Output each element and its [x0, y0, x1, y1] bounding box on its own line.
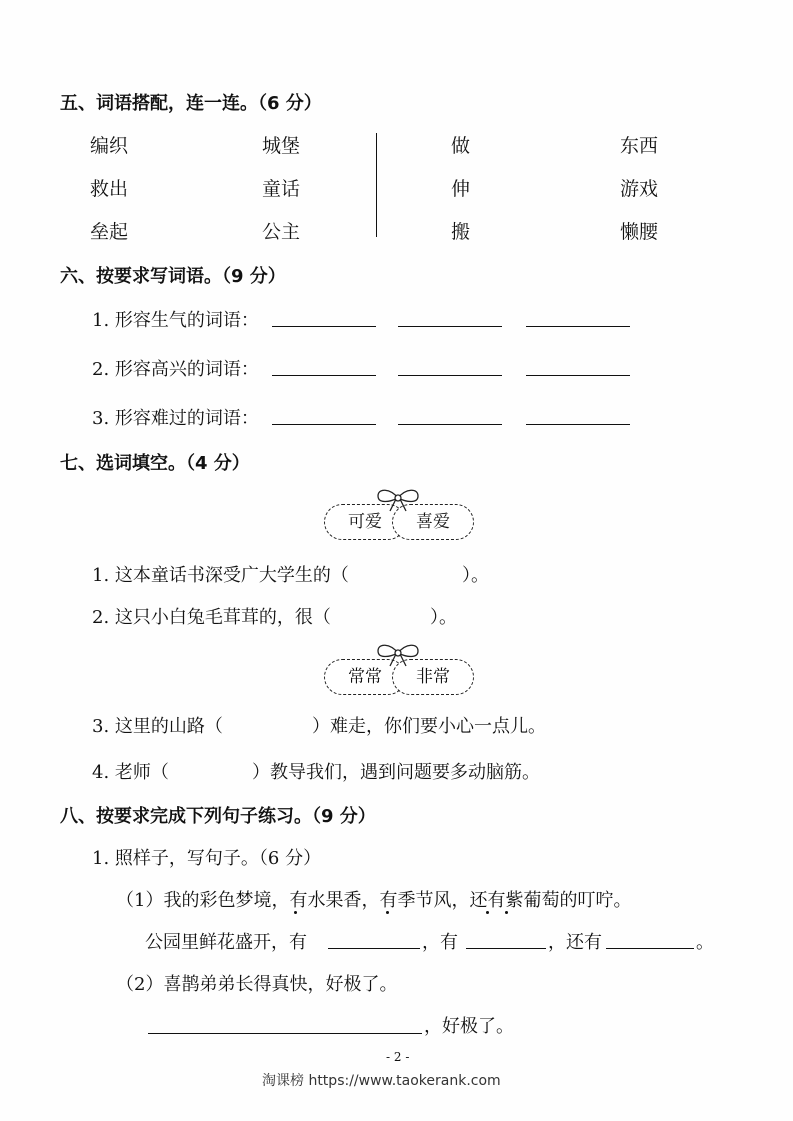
answer-blank[interactable] — [328, 948, 420, 949]
question-text: 2. 这只小白兔毛茸茸的，很（ — [92, 607, 331, 628]
answer-blank[interactable] — [398, 375, 502, 376]
question-text: ）。 — [462, 565, 489, 586]
answer-blank[interactable] — [526, 375, 630, 376]
question-text: ）。 — [430, 607, 457, 628]
word-choice-pill: 可爱 — [324, 504, 406, 540]
section-8-heading: 八、按要求完成下列句子练习。（9 分） — [60, 806, 376, 827]
answer-blank[interactable] — [272, 424, 376, 425]
word-choice-pill: 非常 — [392, 659, 474, 695]
answer-blank[interactable] — [398, 326, 502, 327]
match-word: 公主 — [262, 221, 301, 243]
question-text: 1. 这本童话书深受广大学生的（ — [92, 565, 349, 586]
column-divider — [376, 133, 377, 237]
answer-blank[interactable] — [526, 326, 630, 327]
match-word: 游戏 — [620, 178, 659, 200]
word-choice-pill: 常常 — [324, 659, 406, 695]
fill-sentence-part: 公园里鲜花盛开，有 — [145, 932, 307, 953]
section-6-heading: 六、按要求写词语。（9 分） — [60, 266, 286, 287]
section-7-heading: 七、选词填空。（4 分） — [60, 453, 250, 474]
match-word: 童话 — [262, 178, 301, 200]
bow-icon — [374, 641, 422, 667]
word-choice-pill: 喜爱 — [392, 504, 474, 540]
bow-icon — [374, 486, 422, 512]
example-sentence: （2）喜鹊弟弟长得真快，好极了。 — [116, 974, 398, 995]
question-label: 2. 形容高兴的词语： — [92, 359, 259, 380]
answer-blank[interactable] — [272, 375, 376, 376]
example-sentence: （1）我的彩色梦境，有水果香，有季节风，还有紫葡萄的叮咛。 — [116, 890, 632, 911]
answer-blank[interactable] — [606, 948, 694, 949]
answer-blank[interactable] — [398, 424, 502, 425]
match-word: 做 — [451, 135, 471, 157]
watermark-url: 淘课榜 https://www.taokerank.com — [262, 1073, 501, 1089]
question-text: ）教导我们，遇到问题要多动脑筋。 — [252, 762, 540, 783]
fill-sentence-part: 。 — [696, 932, 714, 953]
emphasis-dot — [486, 911, 489, 914]
answer-blank[interactable] — [148, 1033, 422, 1034]
fill-sentence-part: ，有 — [422, 932, 458, 953]
match-word: 伸 — [451, 178, 471, 200]
section-5-heading: 五、词语搭配，连一连。（6 分） — [60, 93, 322, 114]
question-text: 4. 老师（ — [92, 762, 169, 783]
match-word: 东西 — [620, 135, 659, 157]
question-text: 3. 这里的山路（ — [92, 716, 223, 737]
question-label: 1. 形容生气的词语： — [92, 310, 259, 331]
page-number: - 2 - — [386, 1050, 410, 1064]
match-word: 懒腰 — [620, 221, 659, 243]
fill-sentence-part: ，还有 — [548, 932, 602, 953]
match-word: 垒起 — [90, 221, 129, 243]
emphasis-dot — [386, 911, 389, 914]
match-word: 编织 — [90, 135, 129, 157]
answer-blank[interactable] — [272, 326, 376, 327]
answer-blank[interactable] — [526, 424, 630, 425]
match-word: 城堡 — [262, 135, 301, 157]
sub-question: 1. 照样子，写句子。（6 分） — [92, 848, 322, 869]
emphasis-dot — [505, 911, 508, 914]
question-label: 3. 形容难过的词语： — [92, 408, 259, 429]
answer-blank[interactable] — [466, 948, 546, 949]
fill-sentence-part: ，好极了。 — [424, 1016, 514, 1037]
emphasis-dot — [294, 911, 297, 914]
match-word: 搬 — [451, 221, 471, 243]
match-word: 救出 — [90, 178, 129, 200]
question-text: ）难走，你们要小心一点儿。 — [312, 716, 546, 737]
